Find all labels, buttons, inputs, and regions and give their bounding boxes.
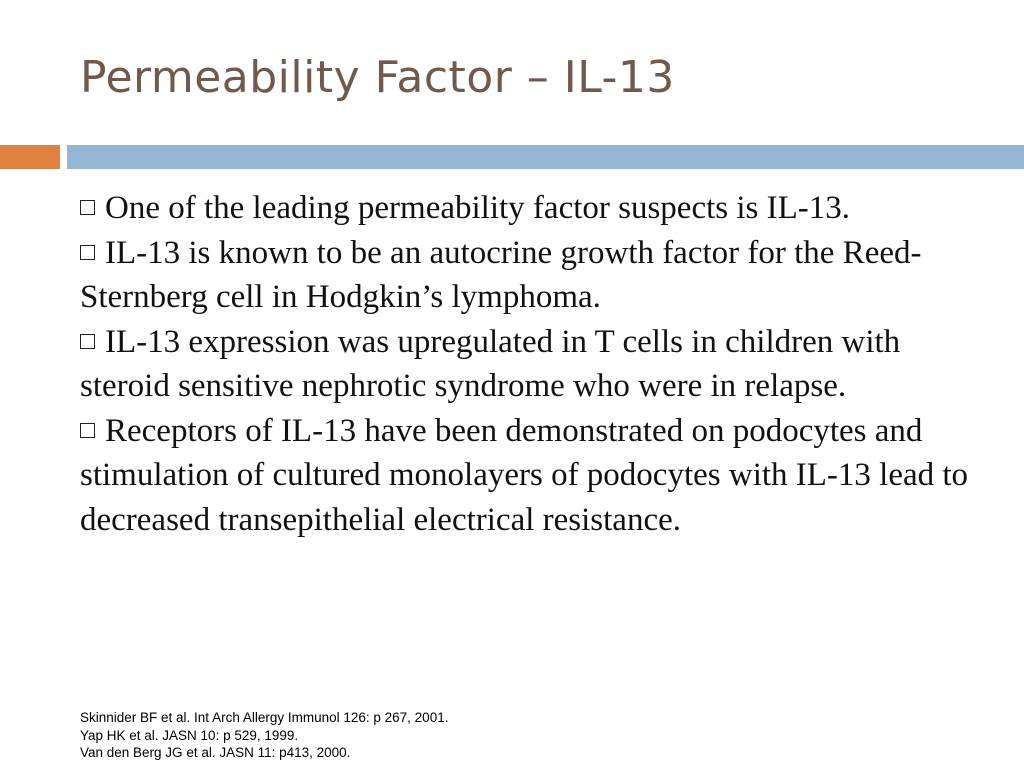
bullet-text: Receptors of IL-13 have been demonstrated on podocytes and stimulation of cultured monolayers of podocytes with IL-13 lead to decreased transepithelial electrical resistance. <box>80 412 969 538</box>
slide-title: Permeability Factor – IL-13 <box>80 52 675 103</box>
bullet-item <box>80 231 995 320</box>
accent-bar-blue <box>67 145 1024 169</box>
hollow-square-icon <box>80 200 95 215</box>
reference-item: Van den Berg JG et al. JASN 11: p413, 2000. <box>80 745 351 760</box>
bullet-text: One of the leading permeability factor suspects is IL-13. <box>105 190 851 226</box>
hollow-square-icon <box>80 334 95 349</box>
bullet-list <box>80 186 995 542</box>
bullet-text: IL-13 is known to be an autocrine growth factor for the Reed-Sternberg cell in Hodgkin’s lymphoma. <box>80 234 922 315</box>
reference-item: Yap HK et al. JASN 10: p 529, 1999. <box>80 727 299 743</box>
bullet-text: IL-13 expression was upregulated in T cells in children with steroid sensitive nephrotic syndrome who were in relapse. <box>80 323 901 404</box>
hollow-square-icon <box>80 423 95 438</box>
bullet-item <box>80 320 995 409</box>
reference-item: Skinnider BF et al. Int Arch Allergy Immunol 126: p 267, 2001. <box>80 710 449 725</box>
references <box>80 709 448 762</box>
hollow-square-icon <box>80 245 95 260</box>
bullet-item <box>80 186 995 231</box>
accent-bar-orange <box>0 145 60 169</box>
bullet-item <box>80 409 995 543</box>
